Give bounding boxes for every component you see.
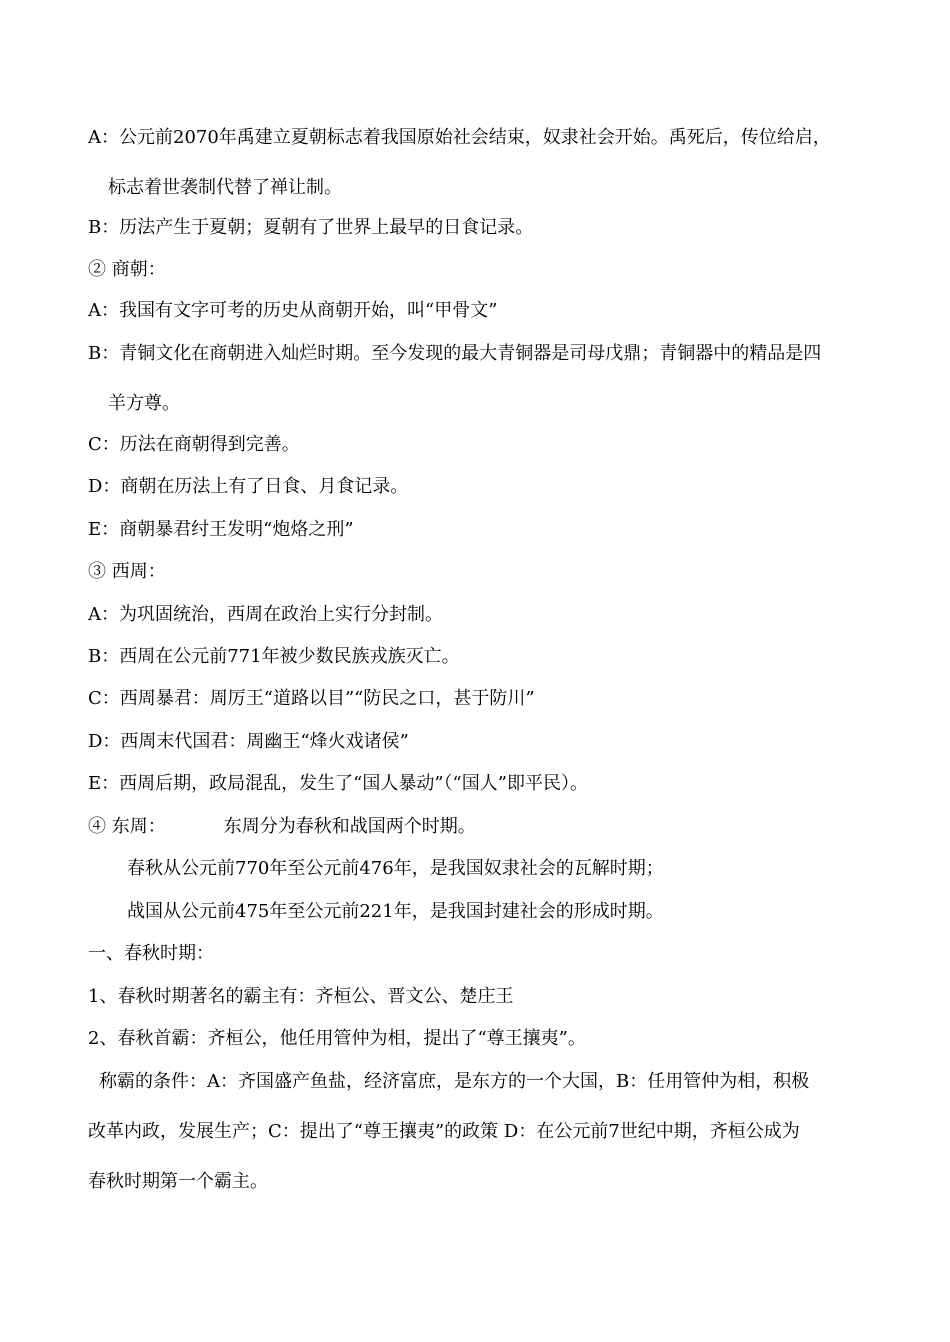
text-line-chunqiu-2: 2、春秋首霸：齐桓公，他任用管仲为相，提出了“尊王攘夷”。 xyxy=(88,1028,586,1049)
dongzhou-label: ④ 东周： xyxy=(88,816,166,837)
text-line-zhanguo-period: 战国从公元前475年至公元前221年，是我国封建社会的形成时期。 xyxy=(127,901,664,922)
text-line-xizhou-b: B：西周在公元前771年被少数民族戎族灭亡。 xyxy=(88,646,460,667)
text-line-conditions-end: 春秋时期第一个霸主。 xyxy=(88,1171,268,1192)
dongzhou-intro: 东周分为春秋和战国两个时期。 xyxy=(223,816,476,837)
text-line-shang-c: C：历法在商朝得到完善。 xyxy=(88,434,300,455)
section-heading-xizhou: ③ 西周： xyxy=(88,561,166,582)
text-line-xia-a-cont: 标志着世袭制代替了禅让制。 xyxy=(108,177,342,198)
text-line-shang-b: B：青铜文化在商朝进入灿烂时期。至今发现的最大青铜器是司母戊鼎；青铜器中的精品是四 xyxy=(88,343,822,364)
text-line-chunqiu-1: 1、春秋时期著名的霸主有：齐桓公、晋文公、楚庄王 xyxy=(88,986,514,1007)
text-line-conditions: 称霸的条件：A：齐国盛产鱼盐，经济富庶，是东方的一个大国，B：任用管仲为相，积极 xyxy=(99,1071,810,1092)
text-line-shang-b-cont: 羊方尊。 xyxy=(108,393,180,414)
text-line-xia-b: B：历法产生于夏朝；夏朝有了世界上最早的日食记录。 xyxy=(88,217,534,238)
text-line-shang-d: D：商朝在历法上有了日食、月食记录。 xyxy=(88,476,409,497)
text-line-conditions-cont: 改革内政，发展生产；C：提出了“尊王攘夷”的政策 D：在公元前7世纪中期，齐桓公成为 xyxy=(88,1121,800,1142)
text-line-chunqiu-period: 春秋从公元前770年至公元前476年，是我国奴隶社会的瓦解时期； xyxy=(127,858,664,879)
text-line-shang-e: E：商朝暴君纣王发明“炮烙之刑” xyxy=(88,519,354,540)
text-line-xia-a: A：公元前2070年禹建立夏朝标志着我国原始社会结束，奴隶社会开始。禹死后，传位给启， xyxy=(88,127,831,148)
text-line-xizhou-d: D：西周末代国君：周幽王“烽火戏诸侯” xyxy=(88,731,409,752)
section-heading-dongzhou xyxy=(88,815,476,839)
text-line-shang-a: A：我国有文字可考的历史从商朝开始，叫“甲骨文” xyxy=(88,300,498,321)
text-line-xizhou-e: E：西周后期，政局混乱，发生了“国人暴动”（“国人”即平民）。 xyxy=(88,773,588,794)
text-line-xizhou-a: A：为巩固统治，西周在政治上实行分封制。 xyxy=(88,604,443,625)
section-heading-shang: ② 商朝： xyxy=(88,259,166,280)
text-line-xizhou-c: C：西周暴君：周厉王“道路以目”“防民之口，甚于防川” xyxy=(88,688,535,709)
section-heading-chunqiu: 一、春秋时期： xyxy=(88,943,214,964)
